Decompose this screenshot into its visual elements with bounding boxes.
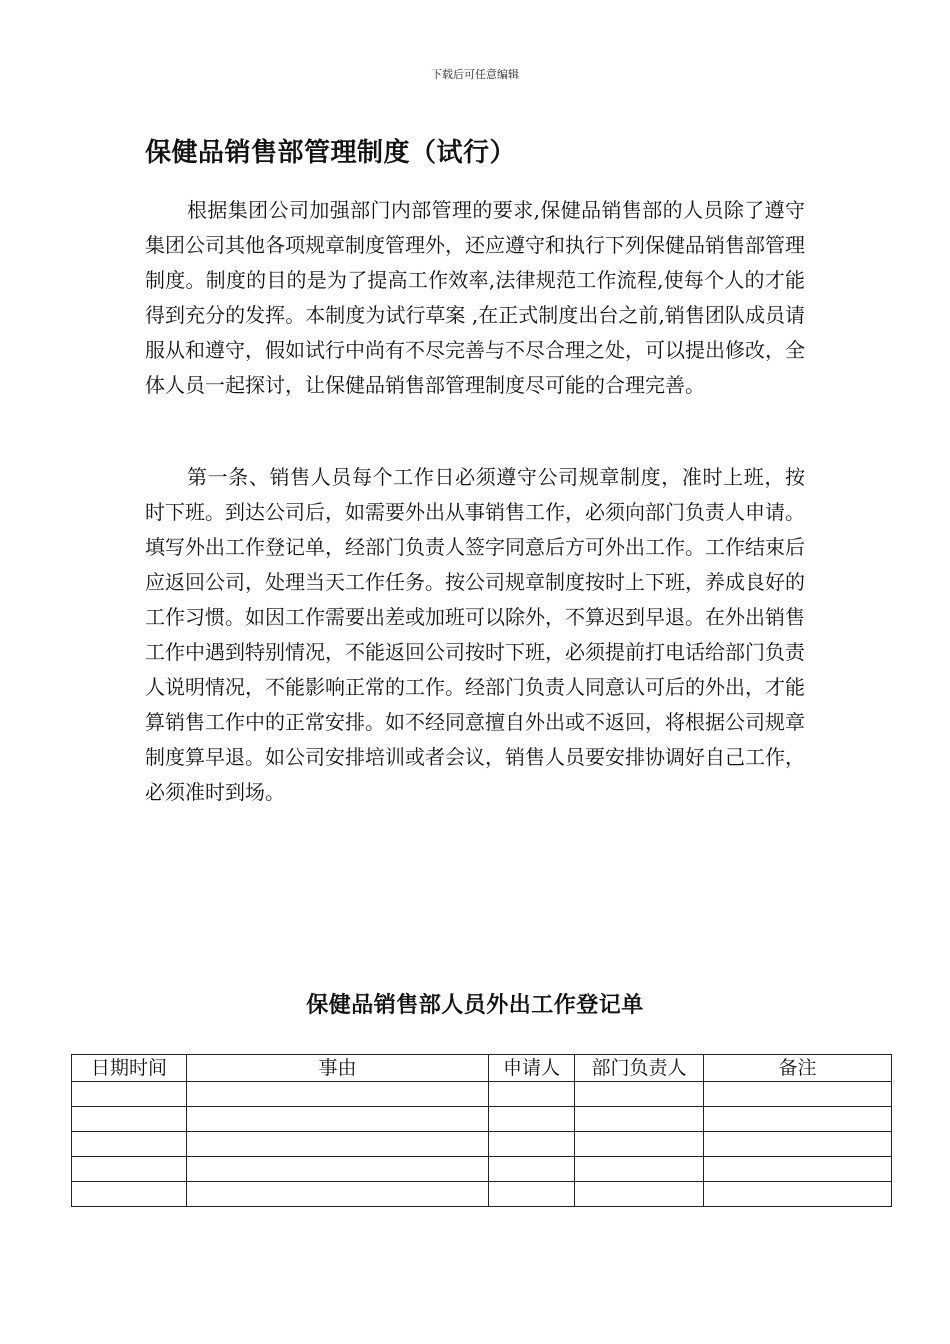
table-cell[interactable] bbox=[489, 1182, 575, 1207]
table-cell[interactable] bbox=[72, 1157, 187, 1182]
table-cell[interactable] bbox=[575, 1082, 704, 1107]
table-cell[interactable] bbox=[72, 1182, 187, 1207]
column-header-applicant: 申请人 bbox=[489, 1055, 575, 1082]
table-row bbox=[72, 1107, 892, 1132]
column-header-dept-head: 部门负责人 bbox=[575, 1055, 704, 1082]
table-cell[interactable] bbox=[704, 1157, 892, 1182]
table-cell[interactable] bbox=[72, 1082, 187, 1107]
table-cell[interactable] bbox=[489, 1132, 575, 1157]
table-cell[interactable] bbox=[489, 1107, 575, 1132]
table-row bbox=[72, 1157, 892, 1182]
table-cell[interactable] bbox=[187, 1107, 489, 1132]
registration-table bbox=[71, 1054, 892, 1207]
table-cell[interactable] bbox=[489, 1157, 575, 1182]
page-header-note: 下载后可任意编辑 bbox=[431, 68, 519, 81]
column-header-datetime: 日期时间 bbox=[72, 1055, 187, 1082]
table-cell[interactable] bbox=[575, 1132, 704, 1157]
table-cell[interactable] bbox=[187, 1132, 489, 1157]
column-header-reason: 事由 bbox=[187, 1055, 489, 1082]
table-cell[interactable] bbox=[187, 1082, 489, 1107]
table-cell[interactable] bbox=[489, 1082, 575, 1107]
table-cell[interactable] bbox=[72, 1132, 187, 1157]
table-cell[interactable] bbox=[704, 1132, 892, 1157]
table-cell[interactable] bbox=[575, 1107, 704, 1132]
table-cell[interactable] bbox=[187, 1182, 489, 1207]
table-cell[interactable] bbox=[575, 1182, 704, 1207]
table-cell[interactable] bbox=[704, 1082, 892, 1107]
table-cell[interactable] bbox=[72, 1107, 187, 1132]
table-row bbox=[72, 1082, 892, 1107]
table-cell[interactable] bbox=[704, 1107, 892, 1132]
table-cell[interactable] bbox=[704, 1182, 892, 1207]
form-title: 保健品销售部人员外出工作登记单 bbox=[306, 992, 644, 1018]
intro-paragraph: 根据集团公司加强部门内部管理的要求,保健品销售部的人员除了遵守集团公司其他各项规章制度管理外，还应遵守和执行下列保健品销售部管理制度。制度的目的是为了提高工作效率,法律规范工作流程,使每个人的才能得到充分的发挥。本制度为试行草案 ,在正式制度出台之前,销售团队成员请服从和遵守，假如试行中尚有不尽完善与不尽合理之处，可以提出修改，全体人员一起探讨，让保健品销售部管理制度尽可能的合理完善。 bbox=[145, 198, 805, 397]
column-header-remarks: 备注 bbox=[704, 1055, 892, 1082]
table-header-row bbox=[72, 1055, 892, 1082]
document-title: 保健品销售部管理制度（试行） bbox=[145, 138, 517, 168]
table-cell[interactable] bbox=[575, 1157, 704, 1182]
table-row bbox=[72, 1182, 892, 1207]
article-one-paragraph: 第一条、销售人员每个工作日必须遵守公司规章制度，准时上班，按时下班。到达公司后，如需要外出从事销售工作，必须向部门负责人申请。填写外出工作登记单，经部门负责人签字同意后方可外出工作。工作结束后应返回公司，处理当天工作任务。按公司规章制度按时上下班，养成良好的工作习惯。如因工作需要出差或加班可以除外，不算迟到早退。在外出销售工作中遇到特别情况，不能返回公司按时下班，必须提前打电话给部门负责人说明情况，不能影响正常的工作。经部门负责人同意认可后的外出，才能算销售工作中的正常安排。如不经同意擅自外出或不返回，将根据公司规章制度算早退。如公司安排培训或者会议，销售人员要安排协调好自己工作，必须准时到场。 bbox=[145, 465, 805, 804]
table-cell[interactable] bbox=[187, 1157, 489, 1182]
table-row bbox=[72, 1132, 892, 1157]
